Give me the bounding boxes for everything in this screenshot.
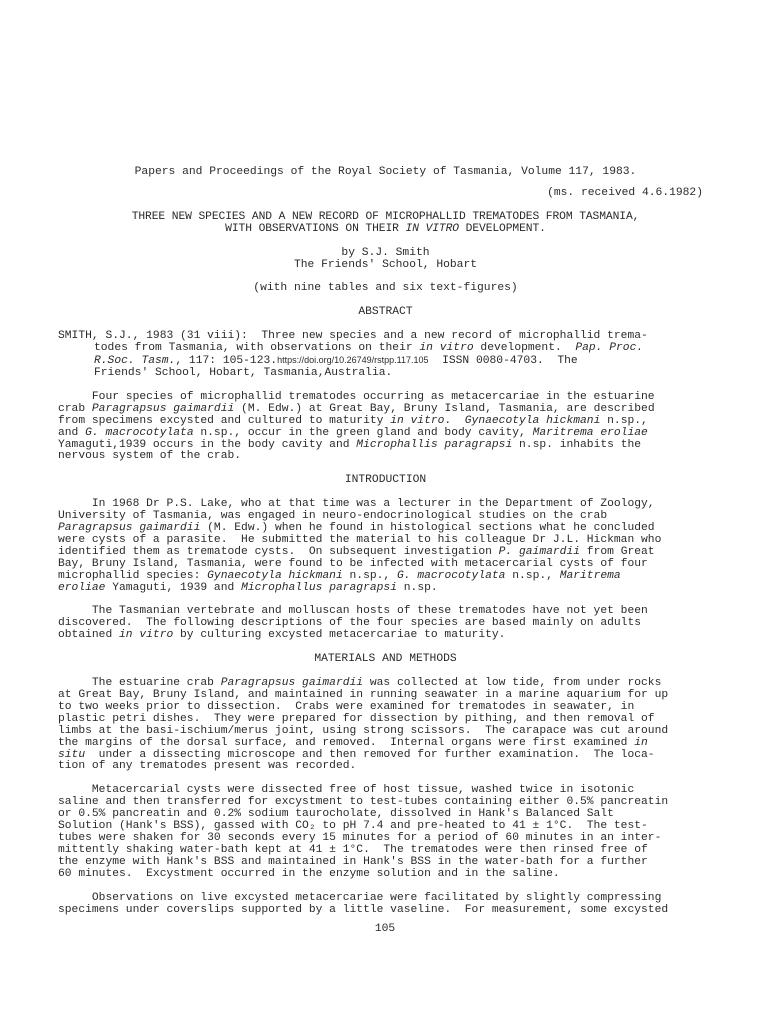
title-italic-text: IN VITRO	[405, 222, 459, 235]
text-line	[58, 905, 713, 917]
text-run: n.sp.,	[505, 569, 560, 582]
text-run: University of Tasmania, was engaged in neuro-endocrinological studies on the crab	[58, 510, 608, 523]
citation-line	[58, 343, 713, 355]
italic-run: G. macrocotylata	[85, 426, 194, 439]
text-run: n.sp.	[397, 581, 438, 594]
text-run: In 1968 Dr P.S. Lake, who at that time was a lecturer in the Department of Zoology,	[58, 498, 655, 511]
text-run: were cysts of a parasite. He submitted the material to his colleague Dr J.L. Hickman who	[58, 533, 662, 546]
introduction-paragraph-2	[58, 606, 713, 642]
italic-run: Paragrapsus gaimardii	[58, 522, 201, 535]
introduction-paragraph-1	[58, 499, 713, 594]
text-run: and	[58, 426, 86, 439]
text-run: n.sp. inhabits the	[512, 438, 642, 451]
citation-journal: R.Soc. Tasm.	[94, 355, 176, 368]
text-run: identified them as trematode cysts. On subsequent investigation	[58, 545, 499, 558]
text-run: Bay, Bruny Island, Tasmania, were found to be infected with metacercarial cysts of four	[58, 557, 648, 570]
italic-run: P. gaimardii	[498, 545, 581, 558]
text-run: 60 minutes. Excystment occurred in the enzyme solution and in the saline.	[58, 867, 560, 880]
page-number: 105	[374, 923, 396, 935]
text-run: crab	[58, 402, 92, 415]
italic-run: situ	[58, 748, 86, 761]
text-run: Four species of microphallid trematodes occurring as metacercariae in the estuarine	[58, 390, 655, 403]
italic-run: Gynaecotyla hickmani	[207, 569, 343, 582]
text-run: n.sp., occur in the green gland and body cavity,	[193, 426, 533, 439]
author-byline: by S.J. Smith	[341, 246, 430, 259]
italic-run: Paragrapsus gaimardii	[91, 402, 235, 415]
text-run: specimens under coverslips supported by a little vaseline. For measurement, some excysted	[58, 903, 669, 916]
italic-run: Maritrema eroliae	[532, 426, 648, 439]
citation-journal: Pap. Proc.	[575, 342, 644, 355]
text-run: plastic petri dishes. They were prepared for dissection by pithing, and then removal of	[58, 712, 655, 725]
italic-run: Microphallis paragrapsi	[356, 438, 513, 451]
text-run: Yamaguti,1939 occurs in the body cavity and	[58, 438, 357, 451]
text-line	[58, 583, 713, 595]
text-line	[58, 869, 713, 881]
text-run: tubes were shaken for 30 seconds every 15 minutes for a period of 60 minutes in an inter-	[58, 831, 662, 844]
abstract-citation	[58, 331, 713, 380]
text-run: microphallid species:	[58, 569, 208, 582]
author-affiliation: The Friends' School, Hobart	[293, 258, 478, 271]
italic-run: G. macrocotylata	[396, 569, 506, 582]
italic-run: Paragrapsus gaimardii	[220, 677, 364, 690]
text-run: (M. Edw.) when he found in histological sections what he concluded	[200, 522, 655, 535]
italic-run: in vitro	[119, 629, 174, 642]
text-run: the margins of the dorsal surface, and removed. Internal organs were first examined	[58, 736, 635, 749]
text-run: tion of any trematodes present was recorded.	[58, 760, 357, 773]
citation-text: todes from Tasmania, with observations on their	[94, 342, 420, 355]
text-run: to two weeks prior to dissection. Crabs were examined for trematodes in seawater, in	[58, 700, 635, 713]
text-run: mittently shaking water-bath kept at 41 ± 1°C. The trematodes were then rinsed free of	[58, 843, 648, 856]
text-run: or 0.5% pancreatin and 0.2% sodium taurocholate, dissolved in Hank's Balanced Salt	[58, 808, 614, 821]
citation-text: development.	[473, 342, 576, 355]
introduction-heading: INTRODUCTION	[344, 474, 427, 487]
methods-paragraph-1	[58, 678, 713, 773]
text-line	[58, 761, 713, 773]
text-run: by culturing excysted metacercariae to maturity.	[173, 629, 506, 642]
title-text-end: DEVELOPMENT.	[465, 222, 546, 235]
figures-note: (with nine tables and six text-figures)	[253, 282, 518, 295]
text-run: discovered. The following descriptions of the four species are based mainly on adults	[58, 617, 642, 630]
text-run: under a dissecting microscope and then removed for further examination. The loca-	[85, 748, 655, 761]
methods-paragraph-3	[58, 893, 713, 917]
text-run: (M. Edw.) at Great Bay, Bruny Island, Tasmania, are described	[234, 402, 655, 415]
methods-heading: MATERIALS AND METHODS	[314, 653, 457, 666]
text-run: obtained	[58, 629, 120, 642]
text-line	[58, 451, 713, 463]
text-run: Yamaguti, 1939 and	[105, 581, 242, 594]
abstract-heading: ABSTRACT	[358, 306, 413, 319]
text-line	[58, 630, 713, 642]
italic-run: Maritrema	[559, 569, 621, 582]
paper-title-line-1: THREE NEW SPECIES AND A NEW RECORD OF MICROPHALLID TREMATODES FROM TASMANIA,	[131, 210, 640, 223]
citation-line: Friends' School, Hobart, Tasmania,Australia.	[94, 366, 393, 379]
paper-title-line-2	[58, 224, 713, 236]
document-body	[58, 167, 713, 916]
italic-run: in	[634, 736, 648, 749]
text-run: Observations on live excysted metacercariae were facilitated by slightly compressing	[58, 891, 662, 904]
citation-issn: ISSN 0080-4703. The	[428, 355, 578, 368]
citation-line: SMITH, S.J., 1983 (31 viii): Three new species and a new record of microphallid trema-	[58, 330, 648, 343]
text-run: at Great Bay, Bruny Island, and maintained in running seawater in a marine aquarium for up	[58, 689, 669, 701]
received-date: (ms. received 4.6.1982)	[547, 186, 703, 199]
italic-run: in vitro	[390, 414, 445, 427]
doi-link[interactable]: https://doi.org/10.26749/rstpp.117.105	[277, 355, 429, 366]
text-run: was collected at low tide, from under rocks	[363, 677, 662, 690]
text-run: the enzyme with Hank's BSS and maintained in Hank's BSS in the water-bath for a further	[58, 855, 648, 868]
text-run: from Great	[580, 545, 655, 558]
text-run: .	[444, 414, 465, 427]
italic-run: Microphallus paragrapsi	[241, 581, 397, 594]
text-run: n.sp.,	[600, 414, 648, 427]
methods-paragraph-2	[58, 785, 713, 880]
text-run: Solution (Hank's BSS), gassed with CO₂ to pH 7.4 and pre-heated to 41 ± 1°C. The test-	[58, 820, 648, 833]
journal-header: Papers and Proceedings of the Royal Society of Tasmania, Volume 117, 1983.	[134, 166, 637, 178]
text-run: nervous system of the crab.	[58, 450, 242, 463]
citation-pages: , 117: 105-123.	[175, 355, 278, 368]
italic-run: Gynaecotyla hickmani	[464, 414, 601, 427]
text-run: The estuarine crab	[58, 677, 221, 690]
text-run: saline and then transferred for excystment to test-tubes containing either 0.5% pancreatin	[58, 796, 669, 809]
citation-italic: in vitro	[419, 342, 474, 355]
italic-run: eroliae	[58, 581, 106, 594]
text-run: from specimens excysted and cultured to maturity	[58, 414, 391, 427]
abstract-paragraph	[58, 392, 713, 463]
text-run: The Tasmanian vertebrate and molluscan hosts of these trematodes have not yet been	[58, 605, 648, 618]
text-run: n.sp.,	[342, 569, 397, 582]
title-text: WITH OBSERVATIONS ON THEIR	[225, 222, 399, 235]
text-run: limbs at the basi-ischium/merus joint, using strong scissors. The carapace was cut around	[58, 724, 669, 737]
text-run: Metacercarial cysts were dissected free of host tissue, washed twice in isotonic	[58, 784, 635, 797]
